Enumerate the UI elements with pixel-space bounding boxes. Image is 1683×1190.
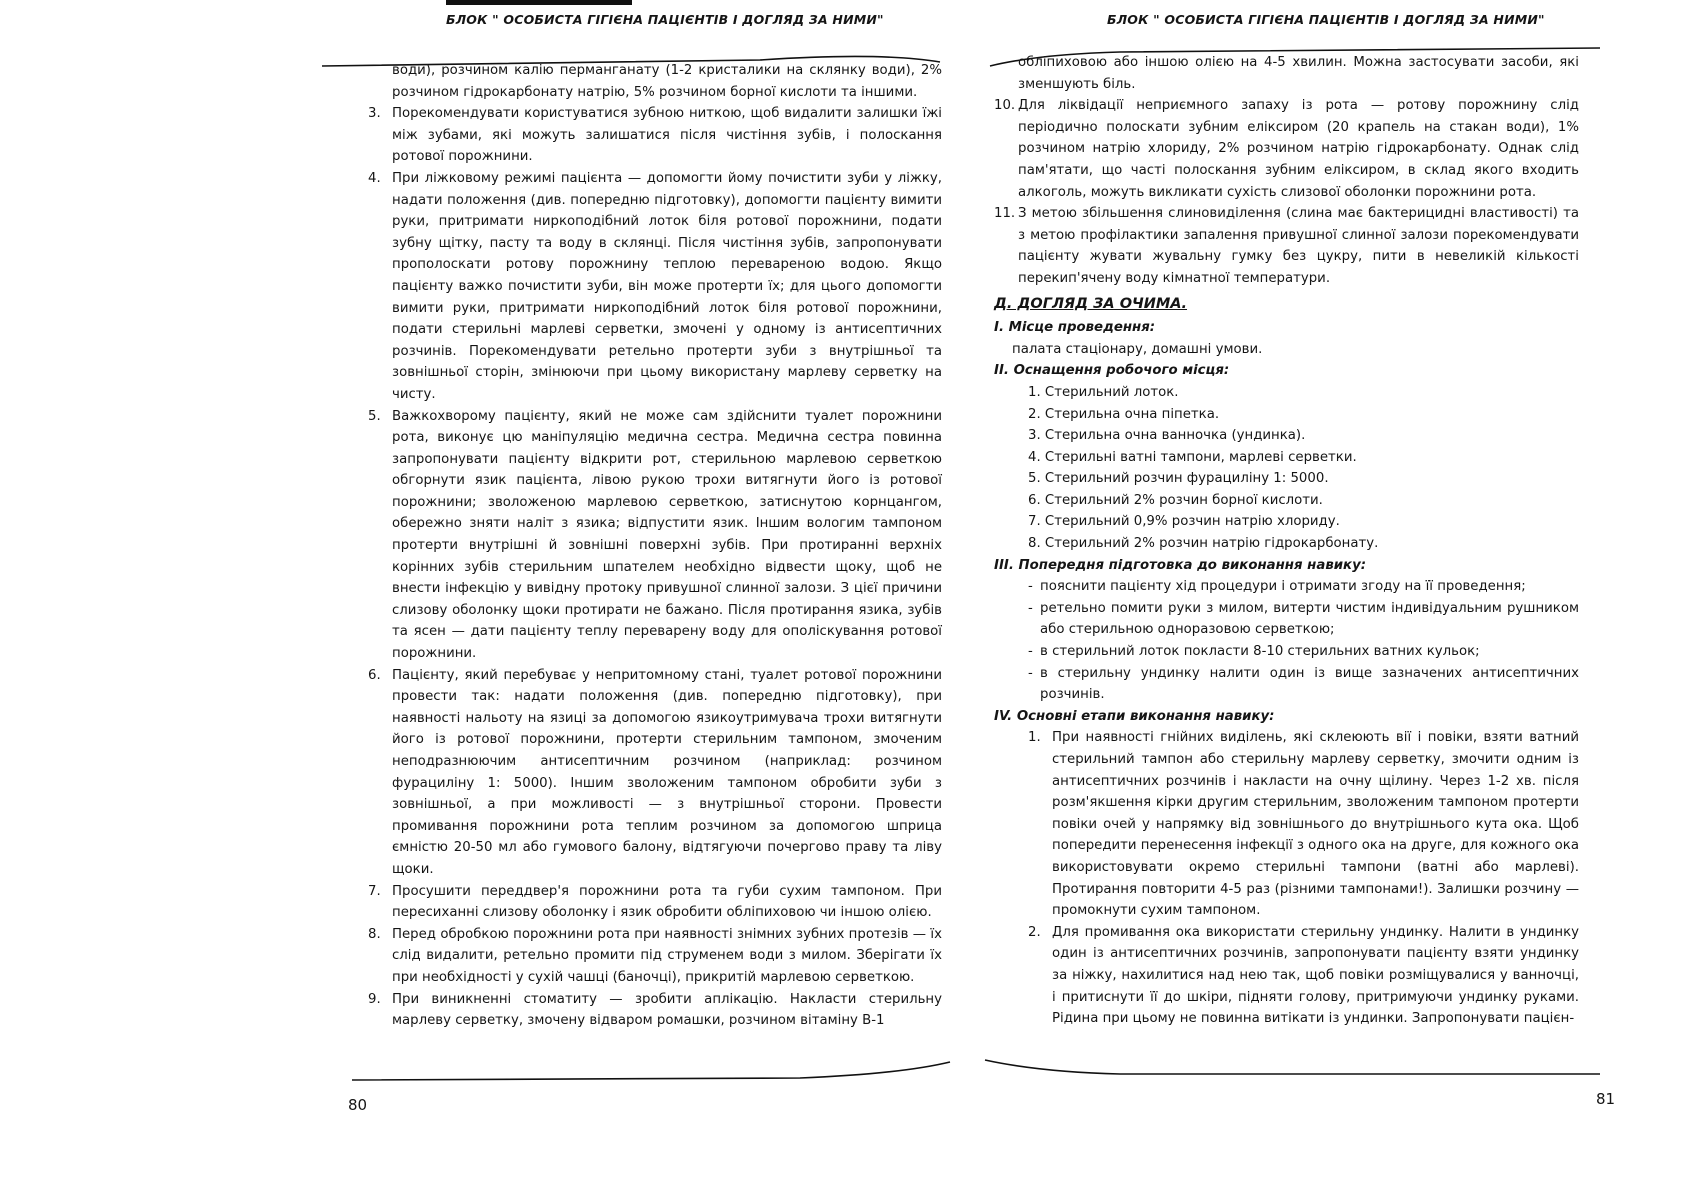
step-item: 2. Для промивання ока використати стерильну ундинку. Налити в ундинку один із антисептичних розчинів, запропонувати пацієнту взяти ундинку за ніжку, нахилитися над нею так, щоб повіки розміщувалися у ванночці, і притиснути її до шкіри, підняти голову, притримуючи ундинку руками. Рідина при цьому не повинна витікати із ундинки. Запропонувати пацієн- [1028,924,1579,1027]
header-bar [446,0,632,5]
equipment-item: 2. Стерильна очна піпетка. [1028,406,1220,422]
page-number: 81 [1596,1090,1616,1108]
subsection-text: палата стаціонару, домашні умови. [1012,341,1263,357]
equipment-item: 3. Стерильна очна ванночка (ундинка). [1028,428,1306,444]
list-item: 6. Пацієнту, який перебуває у непритомному стані, туалет ротової порожнини провести так: надати положення (див. попередню підготовку), при наявності нальоту на язиці за допомогою язикоутримувача трохи витягнути його із ротової порожнини, протерти стерильним тампоном, змоченим неподразнюючим антисептичним розчином (наприклад: розчином фурациліну 1: 5000). Іншим зволоженим тампоном обробити зуби з зовнішньої, а при можливості — з внутрішньої сторони. Провести промивання порожнини рота теплим розчином за допомогою шприца ємністю 20-50 мл або гумового балону, відтягуючи почергово праву та ліву щоки. [368,667,942,877]
step-item: 1. При наявності гнійних виділень, які склеюють вії і повіки, взяти ватний стерильний тампон або стерильну марлеву серветку, змочити одним із антисептичних розчинів і накласти на очну щілину. Через 1-2 хв. після розм'якшення кірки другим стерильним, зволоженим тампоном протерти повіки очей у напрямку від зовнішнього до внутрішнього кута ока. Щоб попередити перенесення інфекції з одного ока на друге, для кожного ока використовувати окремо стерильні тампони (ватні або марлеві). Протирання повторити 4-5 раз (різними тампонами!). Залишки розчину — промокнути сухим тампоном. [1028,730,1579,919]
prep-item: - ретельно помити руки з милом, витерти чистим індивідуальним рушником або стерильною одноразовою серветкою; [1028,600,1579,638]
right-page-body [994,52,1579,1030]
list-item: 5. Важкохворому пацієнту, який не може сам здійснити туалет порожнини рота, виконує цю маніпуляцію медична сестра. Медична сестра повинна запропонувати пацієнту відкрити рот, стерильною марлевою серветкою обгорнути язик пацієнта, лівою рукою трохи витягнути його із ротової порожнини; зволоженою марлевою серветкою, затиснутою корнцангом, обережно зняти наліт з язика; відпустити язик. Іншим вологим тампоном протерти внутрішні й зовнішні поверхні зубів. При протиранні верхніх корінних зубів стерильним шпателем необхідно відвести щоку, щоб не внести інфекцію у вивідну протоку привушної слинної залози. З цієї причини слизову оболонку щоки протирати не бажано. Після протирання язика, зубів та ясен — дати пацієнту теплу переварену воду для ополіскування ротової порожнини. [368,408,942,662]
continued-paragraph: обліпиховою або іншою олією на 4-5 хвилин. Можна застосувати засоби, які зменшують біль. [1018,55,1579,92]
continued-paragraph: води), розчином калію перманганату (1-2 кристалики на склянку води), 2% розчином гідрокарбонату натрію, 5% розчином борної кислоти та іншими. [392,63,942,100]
subsection-title: ІІІ. Попередня підготовка до виконання навику: [994,557,1367,573]
equipment-item: 1. Стерильний лоток. [1028,384,1179,400]
list-item: 3. Порекомендувати користуватися зубною ниткою, щоб видалити залишки їжі між зубами, які можуть залишатися після чистіння зубів, і полоскання ротової порожнини. [368,106,942,165]
equipment-item: 4. Стерильні ватні тампони, марлеві серветки. [1028,449,1357,465]
list-item: 11. З метою збільшення слиновиділення (слина має бактерицидні властивості) та з метою профілактики запалення привушної слинної залози порекомендувати пацієнту жувати жувальну гумку без цукру, пити в невеликій кількості перекип'ячену воду кімнатної температури. [994,206,1579,286]
section-title: Д. ДОГЛЯД ЗА ОЧИМА. [994,295,1188,312]
equipment-item: 5. Стерильний розчин фурациліну 1: 5000. [1028,471,1329,487]
list-item: 8. Перед обробкою порожнини рота при наявності знімних зубних протезів — їх слід видалити, ретельно промити під струменем води з милом. Зберігати їх при необхідності у сухій чашці (баночці), прикритій марлевою серветкою. [368,926,942,985]
running-header: БЛОК " ОСОБИСТА ГІГІЄНА ПАЦІЄНТІВ І ДОГЛЯД ЗА НИМИ" [446,12,884,27]
subsection-title: І. Місце проведення: [994,320,1156,336]
left-page-body [368,60,942,1032]
list-item: 10. Для ліквідації неприємного запаху із рота — ротову порожнину слід періодично полоскати зубним еліксиром (20 крапель на стакан води), 1% розчином натрію хлориду, 2% розчином натрію гідрокарбонату. Однак слід пам'ятати, що часті полоскання зубним еліксиром, в склад якого входить алкоголь, можуть викликати сухість слизової оболонки порожнини рота. [994,98,1579,200]
equipment-item: 6. Стерильний 2% розчин борної кислоти. [1028,492,1323,508]
subsection-title: IV. Основні етапи виконання навику: [994,708,1275,724]
equipment-item: 7. Стерильний 0,9% розчин натрію хлориду. [1028,514,1340,530]
page-number: 80 [348,1096,368,1114]
list-item: 9. При виникненні стоматиту — зробити аплікацію. Накласти стерильну марлеву серветку, змочену відваром ромашки, розчином вітаміну В-1 [368,991,942,1029]
list-item: 4. При ліжковому режимі пацієнта — допомогти йому почистити зуби у ліжку, надати положення (див. попередню підготовку), допомогти пацієнту вимити руки, притримати ниркоподібний лоток біля ротової порожнини, подати зубну щітку, пасту та воду в склянці. Після чистіння зубів, запропонувати прополоскати ротову порожнину теплою перевареною водою. Якщо пацієнту важко почистити зуби, він може протерти їх; для цього допомогти вимити руки, притримати ниркоподібний лоток біля ротової порожнини, подати стерильні марлеві серветки, змочені у одному із антисептичних розчинів. Порекомендувати ретельно протерти зуби з внутрішньої та зовнішньої сторін, змінюючи при цьому використану марлеву серветку на чисту. [368,170,942,402]
right-page [960,0,1683,1190]
subsection-title: ІІ. Оснащення робочого місця: [994,363,1230,379]
prep-item: - в стерильну ундинку налити один із вище зазначених антисептичних розчинів. [1028,665,1579,703]
running-header: БЛОК " ОСОБИСТА ГІГІЄНА ПАЦІЄНТІВ І ДОГЛЯД ЗА НИМИ" [1107,12,1545,27]
equipment-item: 8. Стерильний 2% розчин натрію гідрокарбонату. [1028,536,1379,552]
prep-item: - пояснити пацієнту хід процедури і отримати згоду на її проведення; [1028,579,1526,595]
list-item: 7. Просушити переддвер'я порожнини рота та губи сухим тампоном. При пересиханні слизову оболонку і язик обробити обліпиховою чи іншою олією. [368,883,942,921]
prep-item: - в стерильний лоток покласти 8-10 стерильних ватних кульок; [1028,644,1480,660]
